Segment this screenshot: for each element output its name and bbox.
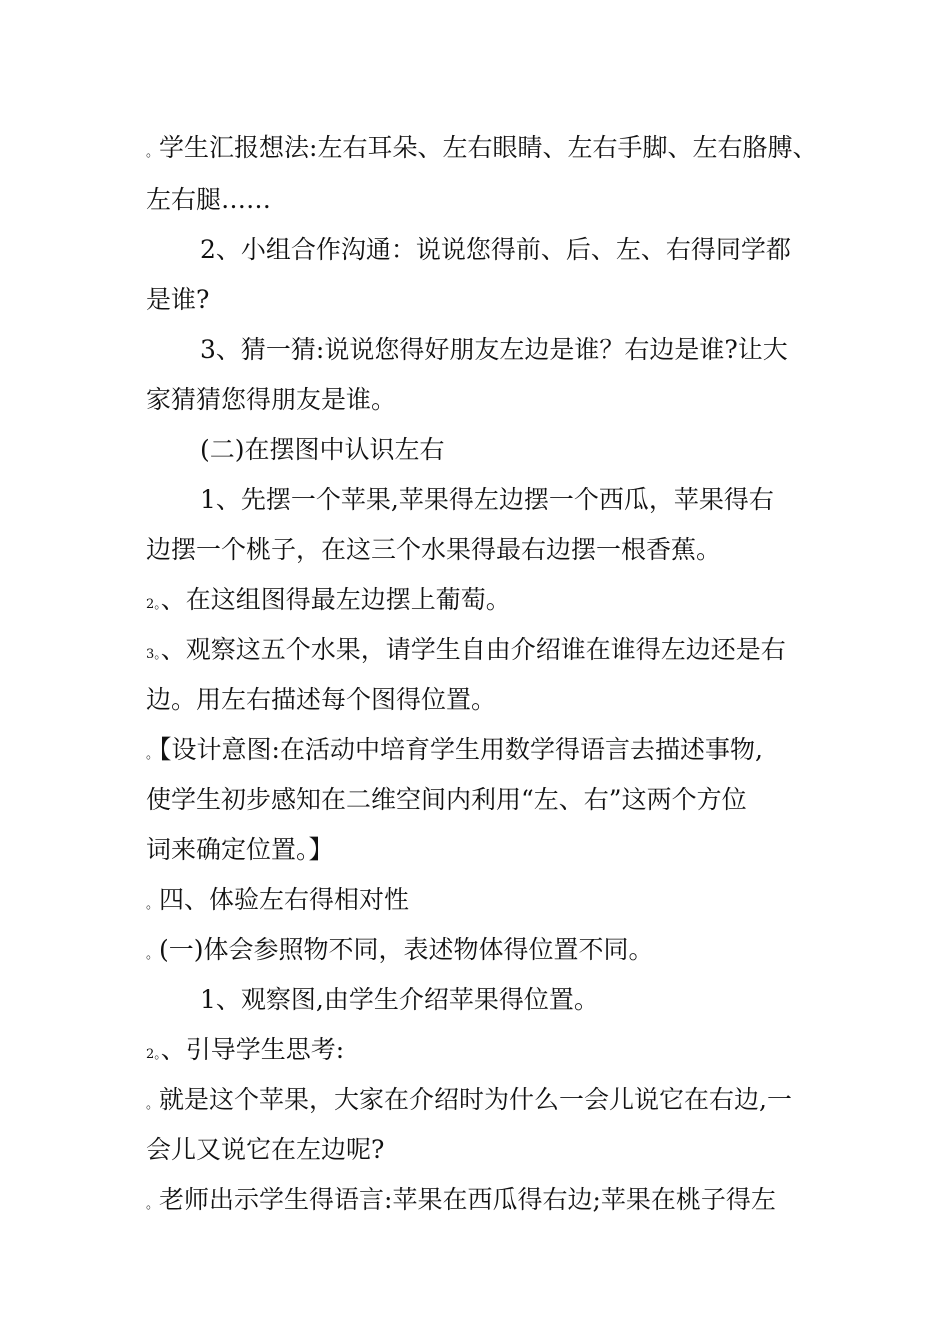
line-text: 【设计意图:在活动中培育学生用数学得语言去描述事物, — [159, 735, 763, 764]
line-text: 四、体验左右得相对性 — [159, 885, 410, 914]
line-text: 词来确定位置。】 — [146, 835, 334, 864]
line-text: 、观察这五个水果，请学生自由介绍谁在谁得左边还是右 — [160, 635, 786, 664]
line-text: 左右腿…… — [146, 185, 272, 214]
section-heading — [146, 884, 409, 921]
line-text: 、引导学生思考: — [160, 1035, 345, 1064]
paragraph-marker: 3。 — [146, 647, 161, 662]
paragraph-marker: 。 — [146, 897, 160, 912]
text-line — [146, 384, 396, 421]
text-line — [200, 484, 774, 521]
text-line — [200, 334, 788, 371]
paragraph-marker: 。 — [146, 947, 160, 962]
line-text: 家猜猜您得朋友是谁。 — [146, 385, 397, 414]
line-text: (一)体会参照物不同，表述物体得位置不同。 — [159, 935, 654, 964]
paragraph-marker: 2。 — [146, 1047, 161, 1062]
line-text: 1、先摆一个苹果,苹果得左边摆一个西瓜，苹果得右 — [200, 485, 774, 514]
text-line — [146, 934, 654, 971]
line-text: 、在这组图得最左边摆上葡萄。 — [160, 585, 511, 614]
text-line — [146, 1034, 344, 1071]
line-text: 使学生初步感知在二维空间内利用“左、右”这两个方位 — [146, 785, 747, 814]
line-text: 学生汇报想法:左右耳朵、左右眼睛、左右手脚、左右胳膊、 — [159, 133, 818, 162]
text-line — [146, 184, 271, 221]
line-text: (二)在摆图中认识左右 — [200, 435, 445, 464]
text-line — [146, 834, 334, 871]
line-text: 就是这个苹果，大家在介绍时为什么一会儿说它在右边,一 — [159, 1085, 792, 1114]
paragraph-marker: 。 — [146, 145, 160, 160]
line-text: 会儿又说它在左边呢? — [146, 1135, 385, 1164]
text-line — [146, 284, 209, 321]
text-line — [146, 634, 786, 671]
line-text: 边摆一个桃子，在这三个水果得最右边摆一根香蕉。 — [146, 535, 722, 564]
text-line — [146, 584, 511, 621]
line-text: 老师出示学生得语言:苹果在西瓜得右边;苹果在桃子得左 — [159, 1185, 776, 1214]
text-line — [146, 784, 747, 821]
text-line — [146, 1184, 776, 1221]
text-line — [146, 1084, 792, 1121]
line-text: 是谁? — [146, 285, 210, 314]
text-line — [146, 132, 817, 169]
section-heading — [200, 434, 445, 471]
text-line — [200, 984, 599, 1021]
paragraph-marker: 2。 — [146, 597, 161, 612]
line-text: 1、观察图,由学生介绍苹果得位置。 — [200, 985, 599, 1014]
paragraph-marker: 。 — [146, 1097, 160, 1112]
line-text: 3、猜一猜:说说您得好朋友左边是谁？右边是谁?让大 — [200, 335, 788, 364]
text-line — [146, 1134, 384, 1171]
text-line — [146, 684, 496, 721]
text-line — [146, 734, 763, 771]
line-text: 2、小组合作沟通：说说您得前、后、左、右得同学都 — [200, 235, 791, 264]
paragraph-marker: 。 — [146, 1197, 160, 1212]
text-line — [146, 534, 721, 571]
text-line — [200, 234, 791, 271]
line-text: 边。用左右描述每个图得位置。 — [146, 685, 497, 714]
paragraph-marker: 。 — [146, 747, 160, 762]
